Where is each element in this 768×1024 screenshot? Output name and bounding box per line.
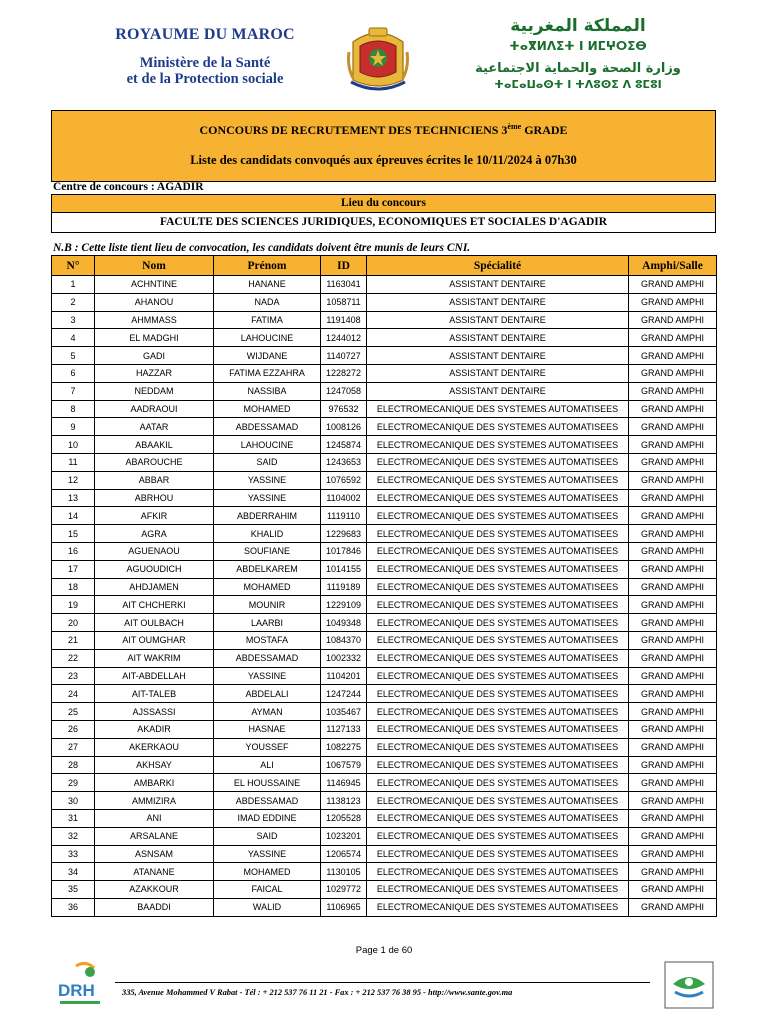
footer-divider [115, 982, 650, 983]
kingdom-title: ROYAUME DU MAROC [115, 26, 295, 43]
cell-nom: AKADIR [95, 720, 214, 738]
cell-specialite: ELECTROMECANIQUE DES SYSTEMES AUTOMATISEES [367, 720, 629, 738]
cell-nom: ASNSAM [95, 845, 214, 863]
cell-id: 1243653 [321, 453, 367, 471]
cell-amphi: GRAND AMPHI [629, 507, 717, 525]
cell-amphi: GRAND AMPHI [629, 774, 717, 792]
lieu-box [51, 194, 716, 233]
cell-number: 31 [52, 809, 95, 827]
cell-amphi: GRAND AMPHI [629, 631, 717, 649]
cell-prenom: SOUFIANE [214, 542, 321, 560]
cell-nom: NEDDAM [95, 382, 214, 400]
cell-number: 21 [52, 631, 95, 649]
table-row [52, 792, 717, 810]
cell-number: 13 [52, 489, 95, 507]
table-row [52, 578, 717, 596]
cell-prenom: AYMAN [214, 703, 321, 721]
cell-amphi: GRAND AMPHI [629, 756, 717, 774]
table-row [52, 525, 717, 543]
cell-prenom: MOHAMED [214, 400, 321, 418]
cell-id: 1146945 [321, 774, 367, 792]
tifinagh-kingdom: ⵜⴰⴳⵍⴷⵉⵜ ⵏ ⵍⵎⵖⵔⵉⴱ [509, 39, 647, 53]
cell-prenom: MOHAMED [214, 578, 321, 596]
column-header: Amphi/Salle [629, 256, 717, 276]
cell-amphi: GRAND AMPHI [629, 400, 717, 418]
quality-logo-icon [663, 960, 715, 1010]
cell-amphi: GRAND AMPHI [629, 560, 717, 578]
arabic-kingdom: المملكة المغربية [510, 16, 646, 36]
cell-number: 34 [52, 863, 95, 881]
cell-id: 1140727 [321, 347, 367, 365]
cell-id: 1245874 [321, 436, 367, 454]
cell-specialite: ELECTROMECANIQUE DES SYSTEMES AUTOMATISEES [367, 881, 629, 899]
table-row [52, 382, 717, 400]
table-row [52, 720, 717, 738]
table-row [52, 809, 717, 827]
cell-specialite: ELECTROMECANIQUE DES SYSTEMES AUTOMATISEES [367, 489, 629, 507]
cell-prenom: FAICAL [214, 881, 321, 899]
cell-number: 25 [52, 703, 95, 721]
table-row [52, 436, 717, 454]
cell-id: 1104002 [321, 489, 367, 507]
cell-nom: AATAR [95, 418, 214, 436]
cell-nom: AJSSASSI [95, 703, 214, 721]
table-row [52, 667, 717, 685]
cell-amphi: GRAND AMPHI [629, 471, 717, 489]
cell-nom: AHANOU [95, 293, 214, 311]
cell-prenom: HANANE [214, 276, 321, 294]
cell-number: 36 [52, 898, 95, 916]
cell-nom: BAADDI [95, 898, 214, 916]
cell-nom: AHDJAMEN [95, 578, 214, 596]
ministry-line1: Ministère de la Santé [139, 55, 271, 71]
cell-id: 1067579 [321, 756, 367, 774]
cell-amphi: GRAND AMPHI [629, 649, 717, 667]
cell-prenom: ALI [214, 756, 321, 774]
cell-nom: ARSALANE [95, 827, 214, 845]
cell-amphi: GRAND AMPHI [629, 453, 717, 471]
title-line1 [52, 122, 715, 138]
cell-specialite: ELECTROMECANIQUE DES SYSTEMES AUTOMATISEES [367, 542, 629, 560]
cell-id: 1035467 [321, 703, 367, 721]
cell-amphi: GRAND AMPHI [629, 382, 717, 400]
cell-id: 1205528 [321, 809, 367, 827]
cell-nom: AIT OUMGHAR [95, 631, 214, 649]
cell-specialite: ELECTROMECANIQUE DES SYSTEMES AUTOMATISEES [367, 703, 629, 721]
cell-prenom: FATIMA EZZAHRA [214, 364, 321, 382]
cell-number: 18 [52, 578, 95, 596]
cell-specialite: ELECTROMECANIQUE DES SYSTEMES AUTOMATISEES [367, 792, 629, 810]
cell-specialite: ASSISTANT DENTAIRE [367, 311, 629, 329]
table-row [52, 774, 717, 792]
cell-nom: AIT OULBACH [95, 614, 214, 632]
cell-specialite: ASSISTANT DENTAIRE [367, 347, 629, 365]
cell-specialite: ASSISTANT DENTAIRE [367, 364, 629, 382]
cell-specialite: ELECTROMECANIQUE DES SYSTEMES AUTOMATISEES [367, 614, 629, 632]
cell-number: 24 [52, 685, 95, 703]
cell-prenom: NASSIBA [214, 382, 321, 400]
column-header: Prénom [214, 256, 321, 276]
cell-id: 1029772 [321, 881, 367, 899]
cell-number: 27 [52, 738, 95, 756]
nb-note: N.B : Cette liste tient lieu de convocation, les candidats doivent être munis de leurs CNI. [53, 242, 471, 254]
cell-nom: AIT-TALEB [95, 685, 214, 703]
table-row [52, 649, 717, 667]
cell-id: 1206574 [321, 845, 367, 863]
cell-number: 7 [52, 382, 95, 400]
cell-id: 1002332 [321, 649, 367, 667]
table-row [52, 596, 717, 614]
cell-nom: ABRHOU [95, 489, 214, 507]
cell-prenom: WIJDANE [214, 347, 321, 365]
table-row [52, 756, 717, 774]
table-header-row [52, 256, 717, 276]
cell-prenom: YOUSSEF [214, 738, 321, 756]
cell-nom: ABAROUCHE [95, 453, 214, 471]
cell-nom: AKHSAY [95, 756, 214, 774]
cell-number: 14 [52, 507, 95, 525]
cell-id: 976532 [321, 400, 367, 418]
table-row [52, 863, 717, 881]
title-line1-main: CONCOURS DE RECRUTEMENT DES TECHNICIENS 3 [199, 123, 508, 137]
table-row [52, 507, 717, 525]
table-row [52, 489, 717, 507]
cell-prenom: IMAD EDDINE [214, 809, 321, 827]
cell-specialite: ELECTROMECANIQUE DES SYSTEMES AUTOMATISEES [367, 453, 629, 471]
table-row [52, 631, 717, 649]
tifinagh-ministry: ⵜⴰⵎⴰⵡⴰⵙⵜ ⵏ ⵜⴷⵓⵙⵉ ⴷ ⵓⵎⵓⵏ [494, 78, 662, 91]
cell-prenom: LAARBI [214, 614, 321, 632]
cell-amphi: GRAND AMPHI [629, 489, 717, 507]
centre-label: Centre de concours : AGADIR [53, 181, 204, 193]
cell-specialite: ELECTROMECANIQUE DES SYSTEMES AUTOMATISEES [367, 471, 629, 489]
cell-nom: ACHNTINE [95, 276, 214, 294]
cell-nom: AMBARKI [95, 774, 214, 792]
cell-number: 16 [52, 542, 95, 560]
cell-specialite: ELECTROMECANIQUE DES SYSTEMES AUTOMATISEES [367, 774, 629, 792]
cell-id: 1163041 [321, 276, 367, 294]
cell-amphi: GRAND AMPHI [629, 436, 717, 454]
candidates-table [51, 255, 717, 917]
cell-amphi: GRAND AMPHI [629, 720, 717, 738]
cell-specialite: ELECTROMECANIQUE DES SYSTEMES AUTOMATISEES [367, 863, 629, 881]
cell-nom: AZAKKOUR [95, 881, 214, 899]
table-row [52, 329, 717, 347]
cell-amphi: GRAND AMPHI [629, 881, 717, 899]
column-header: ID [321, 256, 367, 276]
cell-number: 8 [52, 400, 95, 418]
table-row [52, 703, 717, 721]
cell-amphi: GRAND AMPHI [629, 364, 717, 382]
cell-prenom: FATIMA [214, 311, 321, 329]
cell-number: 1 [52, 276, 95, 294]
cell-amphi: GRAND AMPHI [629, 898, 717, 916]
cell-specialite: ELECTROMECANIQUE DES SYSTEMES AUTOMATISEES [367, 685, 629, 703]
column-header: N° [52, 256, 95, 276]
cell-amphi: GRAND AMPHI [629, 311, 717, 329]
cell-specialite: ELECTROMECANIQUE DES SYSTEMES AUTOMATISEES [367, 667, 629, 685]
cell-amphi: GRAND AMPHI [629, 276, 717, 294]
cell-amphi: GRAND AMPHI [629, 667, 717, 685]
cell-number: 35 [52, 881, 95, 899]
cell-prenom: ABDESSAMAD [214, 792, 321, 810]
cell-prenom: ABDESSAMAD [214, 649, 321, 667]
cell-specialite: ELECTROMECANIQUE DES SYSTEMES AUTOMATISEES [367, 649, 629, 667]
cell-amphi: GRAND AMPHI [629, 614, 717, 632]
drh-logo-icon [56, 960, 106, 1010]
cell-specialite: ELECTROMECANIQUE DES SYSTEMES AUTOMATISEES [367, 845, 629, 863]
cell-nom: AFKIR [95, 507, 214, 525]
header-right [458, 16, 698, 91]
table-row [52, 364, 717, 382]
cell-id: 1104201 [321, 667, 367, 685]
cell-prenom: ABDERRAHIM [214, 507, 321, 525]
cell-id: 1049348 [321, 614, 367, 632]
cell-id: 1084370 [321, 631, 367, 649]
cell-specialite: ELECTROMECANIQUE DES SYSTEMES AUTOMATISEES [367, 827, 629, 845]
cell-prenom: HASNAE [214, 720, 321, 738]
table-row [52, 542, 717, 560]
page-number: Page 1 de 60 [355, 945, 413, 956]
cell-number: 20 [52, 614, 95, 632]
cell-id: 1023201 [321, 827, 367, 845]
cell-prenom: NADA [214, 293, 321, 311]
table-row [52, 560, 717, 578]
cell-nom: EL MADGHI [95, 329, 214, 347]
cell-nom: ABAAKIL [95, 436, 214, 454]
table-row [52, 898, 717, 916]
cell-amphi: GRAND AMPHI [629, 347, 717, 365]
title-line1-sup: ème [507, 122, 522, 131]
cell-specialite: ELECTROMECANIQUE DES SYSTEMES AUTOMATISEES [367, 738, 629, 756]
cell-id: 1229109 [321, 596, 367, 614]
cell-nom: GADI [95, 347, 214, 365]
cell-prenom: SAID [214, 827, 321, 845]
cell-nom: AADRAOUI [95, 400, 214, 418]
cell-number: 28 [52, 756, 95, 774]
cell-specialite: ELECTROMECANIQUE DES SYSTEMES AUTOMATISEES [367, 400, 629, 418]
cell-prenom: ABDESSAMAD [214, 418, 321, 436]
cell-number: 3 [52, 311, 95, 329]
cell-prenom: MOUNIR [214, 596, 321, 614]
cell-nom: AGRA [95, 525, 214, 543]
title-box [51, 110, 716, 182]
cell-id: 1138123 [321, 792, 367, 810]
cell-prenom: EL HOUSSAINE [214, 774, 321, 792]
cell-number: 15 [52, 525, 95, 543]
lieu-value: FACULTE DES SCIENCES JURIDIQUES, ECONOMIQUES ET SOCIALES D'AGADIR [159, 216, 608, 228]
cell-specialite: ELECTROMECANIQUE DES SYSTEMES AUTOMATISEES [367, 560, 629, 578]
lieu-header: Lieu du concours [52, 195, 715, 213]
table-row [52, 453, 717, 471]
coat-of-arms-icon [347, 22, 409, 94]
cell-nom: AMMIZIRA [95, 792, 214, 810]
cell-id: 1247244 [321, 685, 367, 703]
cell-id: 1082275 [321, 738, 367, 756]
cell-number: 26 [52, 720, 95, 738]
cell-id: 1244012 [321, 329, 367, 347]
cell-amphi: GRAND AMPHI [629, 293, 717, 311]
cell-amphi: GRAND AMPHI [629, 703, 717, 721]
cell-id: 1008126 [321, 418, 367, 436]
table-row [52, 881, 717, 899]
cell-number: 32 [52, 827, 95, 845]
table-row [52, 471, 717, 489]
cell-nom: ATANANE [95, 863, 214, 881]
cell-number: 11 [52, 453, 95, 471]
cell-prenom: YASSINE [214, 667, 321, 685]
cell-amphi: GRAND AMPHI [629, 792, 717, 810]
cell-prenom: YASSINE [214, 845, 321, 863]
cell-number: 33 [52, 845, 95, 863]
table-row [52, 614, 717, 632]
cell-number: 9 [52, 418, 95, 436]
table-row [52, 738, 717, 756]
cell-specialite: ELECTROMECANIQUE DES SYSTEMES AUTOMATISEES [367, 809, 629, 827]
cell-number: 17 [52, 560, 95, 578]
cell-prenom: WALID [214, 898, 321, 916]
cell-specialite: ASSISTANT DENTAIRE [367, 276, 629, 294]
cell-id: 1130105 [321, 863, 367, 881]
column-header: Spécialité [367, 256, 629, 276]
footer-address: 335, Avenue Mohammed V Rabat - Tél : + 212 537 76 11 21 - Fax : + 212 537 76 38 95 - http://www.sante.gov.ma [122, 988, 513, 997]
table-row [52, 347, 717, 365]
cell-id: 1127133 [321, 720, 367, 738]
cell-id: 1014155 [321, 560, 367, 578]
cell-prenom: MOSTAFA [214, 631, 321, 649]
cell-specialite: ASSISTANT DENTAIRE [367, 293, 629, 311]
cell-number: 10 [52, 436, 95, 454]
table-row [52, 418, 717, 436]
cell-amphi: GRAND AMPHI [629, 827, 717, 845]
cell-number: 2 [52, 293, 95, 311]
cell-number: 22 [52, 649, 95, 667]
cell-nom: AGUENAOU [95, 542, 214, 560]
cell-nom: AIT CHCHERKI [95, 596, 214, 614]
cell-specialite: ASSISTANT DENTAIRE [367, 382, 629, 400]
table-row [52, 685, 717, 703]
ministry-line2: et de la Protection sociale [126, 71, 284, 87]
cell-prenom: SAID [214, 453, 321, 471]
cell-amphi: GRAND AMPHI [629, 685, 717, 703]
cell-prenom: KHALID [214, 525, 321, 543]
cell-nom: AKERKAOU [95, 738, 214, 756]
cell-amphi: GRAND AMPHI [629, 596, 717, 614]
cell-number: 30 [52, 792, 95, 810]
table-row [52, 845, 717, 863]
drh-logo-text: DRH [58, 981, 95, 1000]
cell-id: 1247058 [321, 382, 367, 400]
cell-number: 19 [52, 596, 95, 614]
cell-prenom: LAHOUCINE [214, 329, 321, 347]
cell-prenom: ABDELKAREM [214, 560, 321, 578]
table-body [52, 276, 717, 917]
cell-specialite: ELECTROMECANIQUE DES SYSTEMES AUTOMATISEES [367, 418, 629, 436]
cell-specialite: ELECTROMECANIQUE DES SYSTEMES AUTOMATISEES [367, 631, 629, 649]
column-header: Nom [95, 256, 214, 276]
cell-id: 1119110 [321, 507, 367, 525]
cell-specialite: ELECTROMECANIQUE DES SYSTEMES AUTOMATISEES [367, 507, 629, 525]
cell-specialite: ELECTROMECANIQUE DES SYSTEMES AUTOMATISEES [367, 596, 629, 614]
cell-prenom: YASSINE [214, 489, 321, 507]
cell-id: 1017846 [321, 542, 367, 560]
table-row [52, 311, 717, 329]
cell-amphi: GRAND AMPHI [629, 845, 717, 863]
cell-amphi: GRAND AMPHI [629, 809, 717, 827]
cell-prenom: MOHAMED [214, 863, 321, 881]
table-row [52, 400, 717, 418]
cell-number: 4 [52, 329, 95, 347]
cell-id: 1058711 [321, 293, 367, 311]
cell-amphi: GRAND AMPHI [629, 418, 717, 436]
cell-nom: ABBAR [95, 471, 214, 489]
cell-id: 1229683 [321, 525, 367, 543]
title-line2: Liste des candidats convoqués aux épreuves écrites le 10/11/2024 à 07h30 [190, 153, 577, 167]
cell-specialite: ELECTROMECANIQUE DES SYSTEMES AUTOMATISEES [367, 436, 629, 454]
cell-number: 5 [52, 347, 95, 365]
cell-nom: HAZZAR [95, 364, 214, 382]
cell-nom: AHMMASS [95, 311, 214, 329]
cell-nom: AIT-ABDELLAH [95, 667, 214, 685]
cell-prenom: LAHOUCINE [214, 436, 321, 454]
cell-id: 1106965 [321, 898, 367, 916]
cell-id: 1119189 [321, 578, 367, 596]
cell-amphi: GRAND AMPHI [629, 863, 717, 881]
cell-amphi: GRAND AMPHI [629, 578, 717, 596]
cell-specialite: ELECTROMECANIQUE DES SYSTEMES AUTOMATISEES [367, 525, 629, 543]
cell-nom: AIT WAKRIM [95, 649, 214, 667]
cell-specialite: ELECTROMECANIQUE DES SYSTEMES AUTOMATISEES [367, 898, 629, 916]
table-row [52, 276, 717, 294]
cell-id: 1228272 [321, 364, 367, 382]
cell-amphi: GRAND AMPHI [629, 329, 717, 347]
cell-specialite: ELECTROMECANIQUE DES SYSTEMES AUTOMATISEES [367, 756, 629, 774]
cell-amphi: GRAND AMPHI [629, 738, 717, 756]
cell-id: 1191408 [321, 311, 367, 329]
cell-specialite: ASSISTANT DENTAIRE [367, 329, 629, 347]
cell-amphi: GRAND AMPHI [629, 542, 717, 560]
cell-amphi: GRAND AMPHI [629, 525, 717, 543]
cell-prenom: ABDELALI [214, 685, 321, 703]
title-line1-end: GRADE [521, 123, 568, 137]
cell-number: 6 [52, 364, 95, 382]
cell-number: 23 [52, 667, 95, 685]
table-row [52, 827, 717, 845]
cell-id: 1076592 [321, 471, 367, 489]
cell-number: 12 [52, 471, 95, 489]
cell-nom: AGUOUDICH [95, 560, 214, 578]
table-row [52, 293, 717, 311]
header-left [60, 26, 350, 87]
cell-specialite: ELECTROMECANIQUE DES SYSTEMES AUTOMATISEES [367, 578, 629, 596]
cell-nom: ANI [95, 809, 214, 827]
cell-prenom: YASSINE [214, 471, 321, 489]
arabic-ministry: وزارة الصحة والحماية الاجتماعية [475, 61, 681, 76]
cell-number: 29 [52, 774, 95, 792]
